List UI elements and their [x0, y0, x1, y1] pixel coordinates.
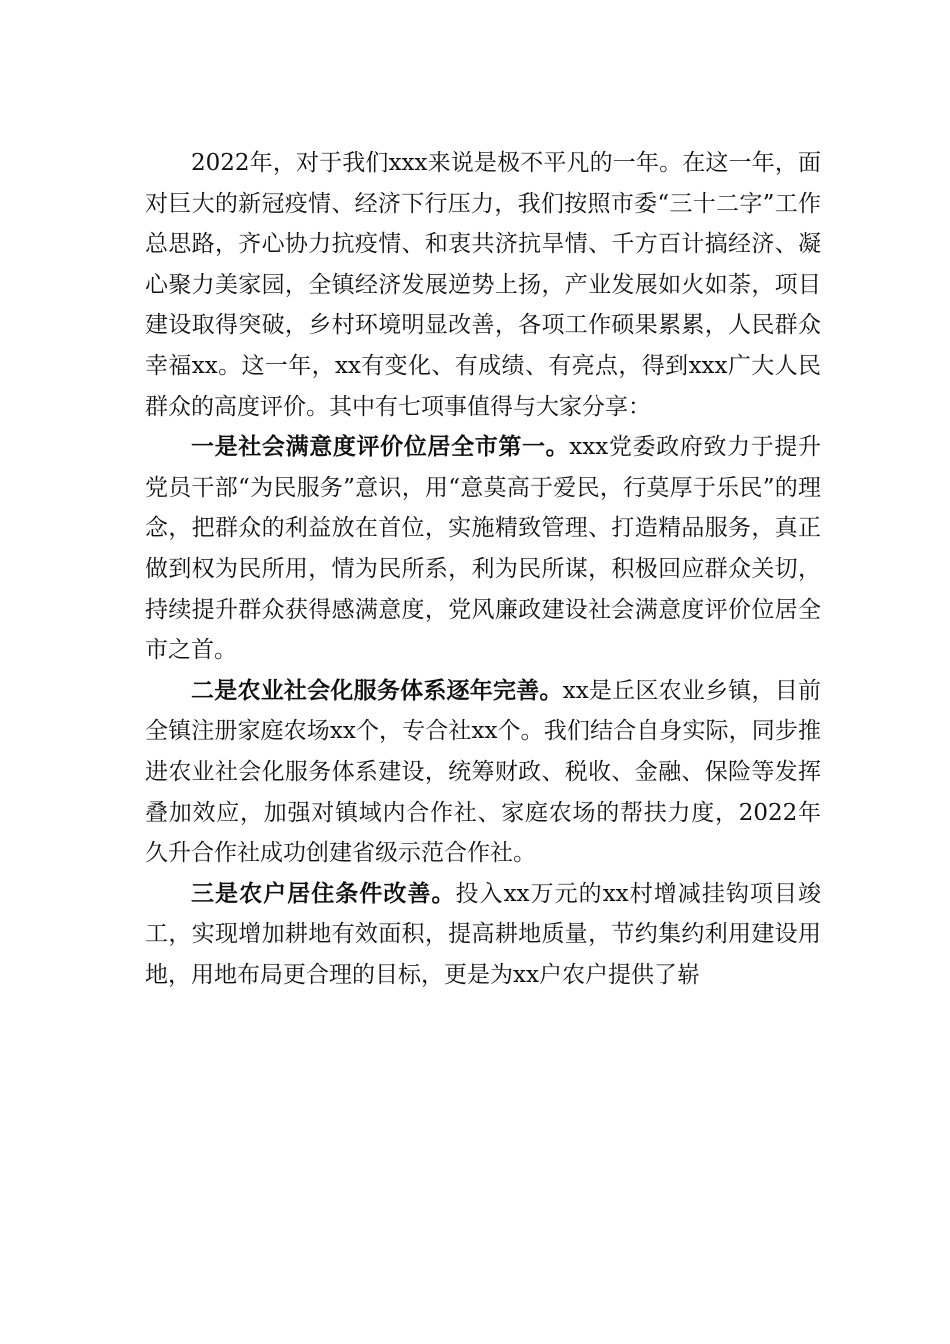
paragraph-text: xx是丘区农业乡镇，目前全镇注册家庭农场xx个，专合社xx个。我们结合自身实际，同步推进农业社会化服务体系建设，统筹财政、税收、金融、保险等发挥叠加效应，加强对镇域内合作社、家庭农场的帮扶力度，2022年久升合作社成功创建省级示范合作社。 — [145, 677, 822, 867]
paragraph-text: 2022年，对于我们xxx来说是极不平凡的一年。在这一年，面对巨大的新冠疫情、经济下行压力，我们按照市委“三十二字”工作总思路，齐心协力抗疫情、和衷共济抗旱情、千方百计搞经济、凝心聚力美家园，全镇经济发展逆势上扬，产业发展如火如荼，项目建设取得突破，乡村环境明显改善，各项工作硕果累累，人民群众幸福xx。这一年，xx有变化、有成绩、有亮点，得到xxx广大人民群众的高度评价。其中有七项事值得与大家分享： — [145, 150, 821, 420]
document-body — [145, 143, 821, 995]
paragraph-lead: 一是社会满意度评价位居全市第一。 — [191, 434, 570, 461]
paragraph-item-3 — [145, 874, 821, 996]
paragraph-item-2 — [145, 671, 821, 874]
paragraph-item-1 — [145, 427, 821, 671]
paragraph-text: 投入xx万元的xx村增减挂钩项目竣工，实现增加耕地有效面积，提高耕地质量，节约集约利用建设用地，用地布局更合理的目标，更是为xx户农户提供了崭 — [145, 880, 822, 988]
paragraph-lead: 三是农户居住条件改善。 — [191, 880, 456, 907]
paragraph-text: xxx党委政府致力于提升党员干部“为民服务”意识，用“意莫高于爱民，行莫厚于乐民”的理念，把群众的利益放在首位，实施精致管理、打造精品服务，真正做到权为民所用，情为民所系，利为民所谋，积极回应群众关切，持续提升群众获得感满意度，党风廉政建设社会满意度评价位居全市之首。 — [145, 434, 821, 664]
paragraph-lead: 二是农业社会化服务体系逐年完善。 — [191, 677, 563, 704]
paragraph-intro — [145, 143, 821, 427]
